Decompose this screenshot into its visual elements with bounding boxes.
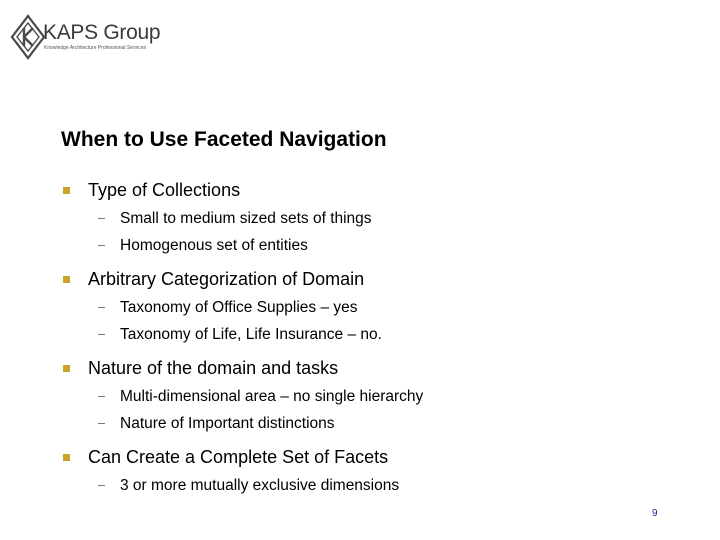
dash-bullet-icon [98,423,105,424]
sub-bullet-item [63,410,423,437]
sub-bullet-text: Nature of Important distinctions [120,414,335,432]
dash-bullet-icon [98,218,105,219]
bullet-row [63,177,423,203]
sub-bullet-text: Homogenous set of entities [120,236,308,254]
sub-bullet-item [63,205,423,232]
bullet-text: Type of Collections [88,179,241,200]
dash-bullet-icon [98,245,105,246]
sub-bullet-item [63,472,423,499]
page-number: 9 [652,508,658,519]
square-bullet-icon [63,187,70,194]
dash-bullet-icon [98,307,105,308]
sub-bullet-text: Multi-dimensional area – no single hierarchy [120,387,424,405]
dash-bullet-icon [98,485,105,486]
bullet-row [63,444,423,470]
bullet-text: Can Create a Complete Set of Facets [88,446,389,467]
sub-bullet-text: 3 or more mutually exclusive dimensions [120,476,400,494]
bullet-item [63,177,423,259]
sub-bullet-list [63,472,423,499]
sub-bullet-item [63,232,423,259]
sub-bullet-item [63,321,423,348]
logo-tagline: Knowledge Architecture Professional Services [44,45,146,51]
dash-bullet-icon [98,334,105,335]
bullet-row [63,266,423,292]
company-logo [10,14,160,62]
sub-bullet-text: Small to medium sized sets of things [120,209,372,227]
bullet-item [63,266,423,348]
bullet-text: Nature of the domain and tasks [88,357,339,378]
sub-bullet-list [63,383,423,437]
sub-bullet-text: Taxonomy of Office Supplies – yes [120,298,358,316]
square-bullet-icon [63,276,70,283]
bullet-row [63,355,423,381]
square-bullet-icon [63,454,70,461]
logo-name: KAPS Group [43,21,161,44]
diamond-k-logo-icon [10,14,46,60]
sub-bullet-text: Taxonomy of Life, Life Insurance – no. [120,325,382,343]
sub-bullet-list [63,205,423,259]
bullet-text: Arbitrary Categorization of Domain [88,268,365,289]
sub-bullet-item [63,383,423,410]
bullet-list [63,177,423,506]
dash-bullet-icon [98,396,105,397]
bullet-item [63,444,423,499]
bullet-item [63,355,423,437]
square-bullet-icon [63,365,70,372]
slide-title: When to Use Faceted Navigation [61,128,387,151]
sub-bullet-list [63,294,423,348]
sub-bullet-item [63,294,423,321]
